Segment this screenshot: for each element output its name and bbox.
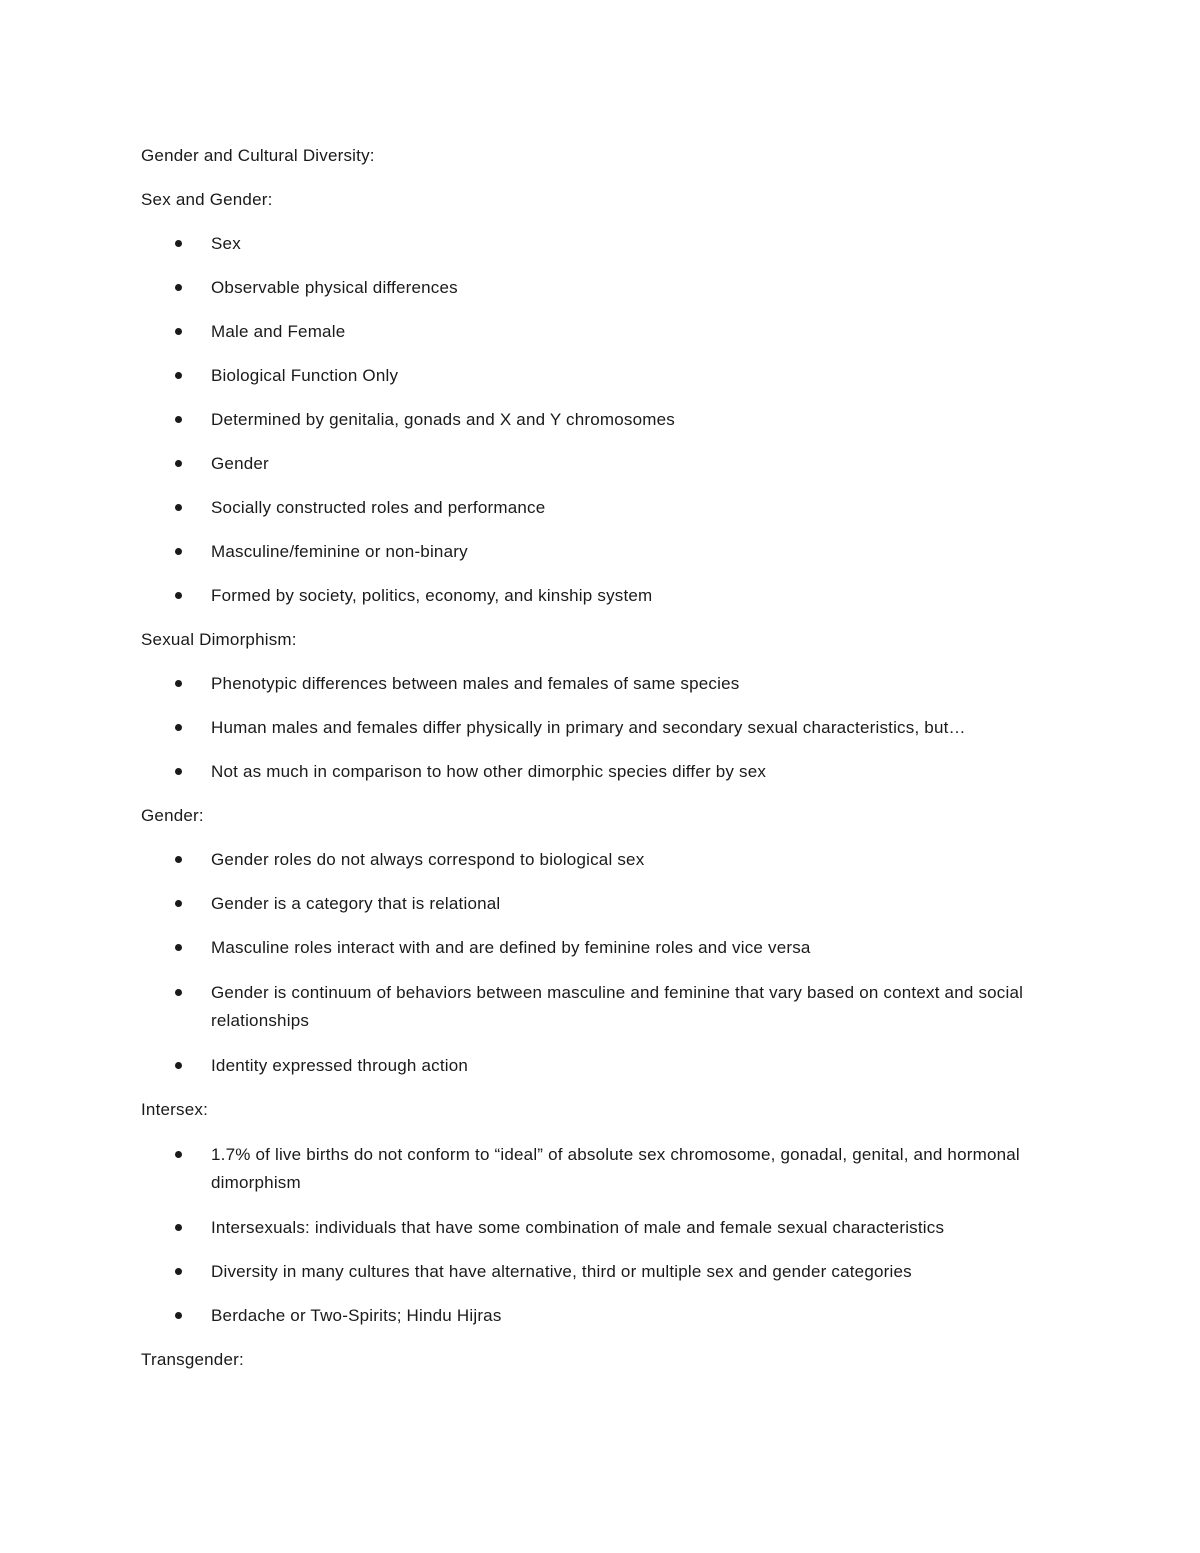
gender-list <box>141 847 1071 1079</box>
list-item: Not as much in comparison to how other dimorphic species differ by sex <box>141 759 1071 785</box>
list-item: Socially constructed roles and performance <box>141 495 1071 521</box>
intersex-list <box>141 1141 1071 1329</box>
section-heading-transgender: Transgender: <box>141 1350 244 1369</box>
list-item: Gender is a category that is relational <box>141 891 1071 917</box>
section-heading-sexual-dimorphism: Sexual Dimorphism: <box>141 630 297 649</box>
list-item: Human males and females differ physically in primary and secondary sexual characteristics, but… <box>141 715 1071 741</box>
list-item: Determined by genitalia, gonads and X and Y chromosomes <box>141 407 1071 433</box>
document-title: Gender and Cultural Diversity: <box>141 146 375 165</box>
list-item: Formed by society, politics, economy, and kinship system <box>141 583 1071 609</box>
list-item: Gender is continuum of behaviors between masculine and feminine that vary based on context and social relationships <box>141 979 1071 1035</box>
section-heading-intersex: Intersex: <box>141 1100 208 1119</box>
list-item: Gender <box>141 451 1071 477</box>
list-item: Phenotypic differences between males and females of same species <box>141 671 1071 697</box>
list-item: Identity expressed through action <box>141 1053 1071 1079</box>
sex-and-gender-list <box>141 231 1071 609</box>
document-body <box>141 143 1071 1391</box>
list-item: Gender roles do not always correspond to biological sex <box>141 847 1071 873</box>
list-item: Masculine roles interact with and are defined by feminine roles and vice versa <box>141 935 1071 961</box>
list-item: Berdache or Two-Spirits; Hindu Hijras <box>141 1303 1071 1329</box>
list-item: 1.7% of live births do not conform to “ideal” of absolute sex chromosome, gonadal, genital, and hormonal dimorphism <box>141 1141 1071 1197</box>
sexual-dimorphism-list <box>141 671 1071 785</box>
section-heading-gender: Gender: <box>141 806 204 825</box>
list-item: Masculine/feminine or non-binary <box>141 539 1071 565</box>
section-heading-sex-and-gender: Sex and Gender: <box>141 190 273 209</box>
list-item: Biological Function Only <box>141 363 1071 389</box>
list-item: Intersexuals: individuals that have some combination of male and female sexual characteristics <box>141 1215 1071 1241</box>
list-item: Sex <box>141 231 1071 257</box>
list-item: Diversity in many cultures that have alternative, third or multiple sex and gender categories <box>141 1259 1071 1285</box>
list-item: Male and Female <box>141 319 1071 345</box>
list-item: Observable physical differences <box>141 275 1071 301</box>
